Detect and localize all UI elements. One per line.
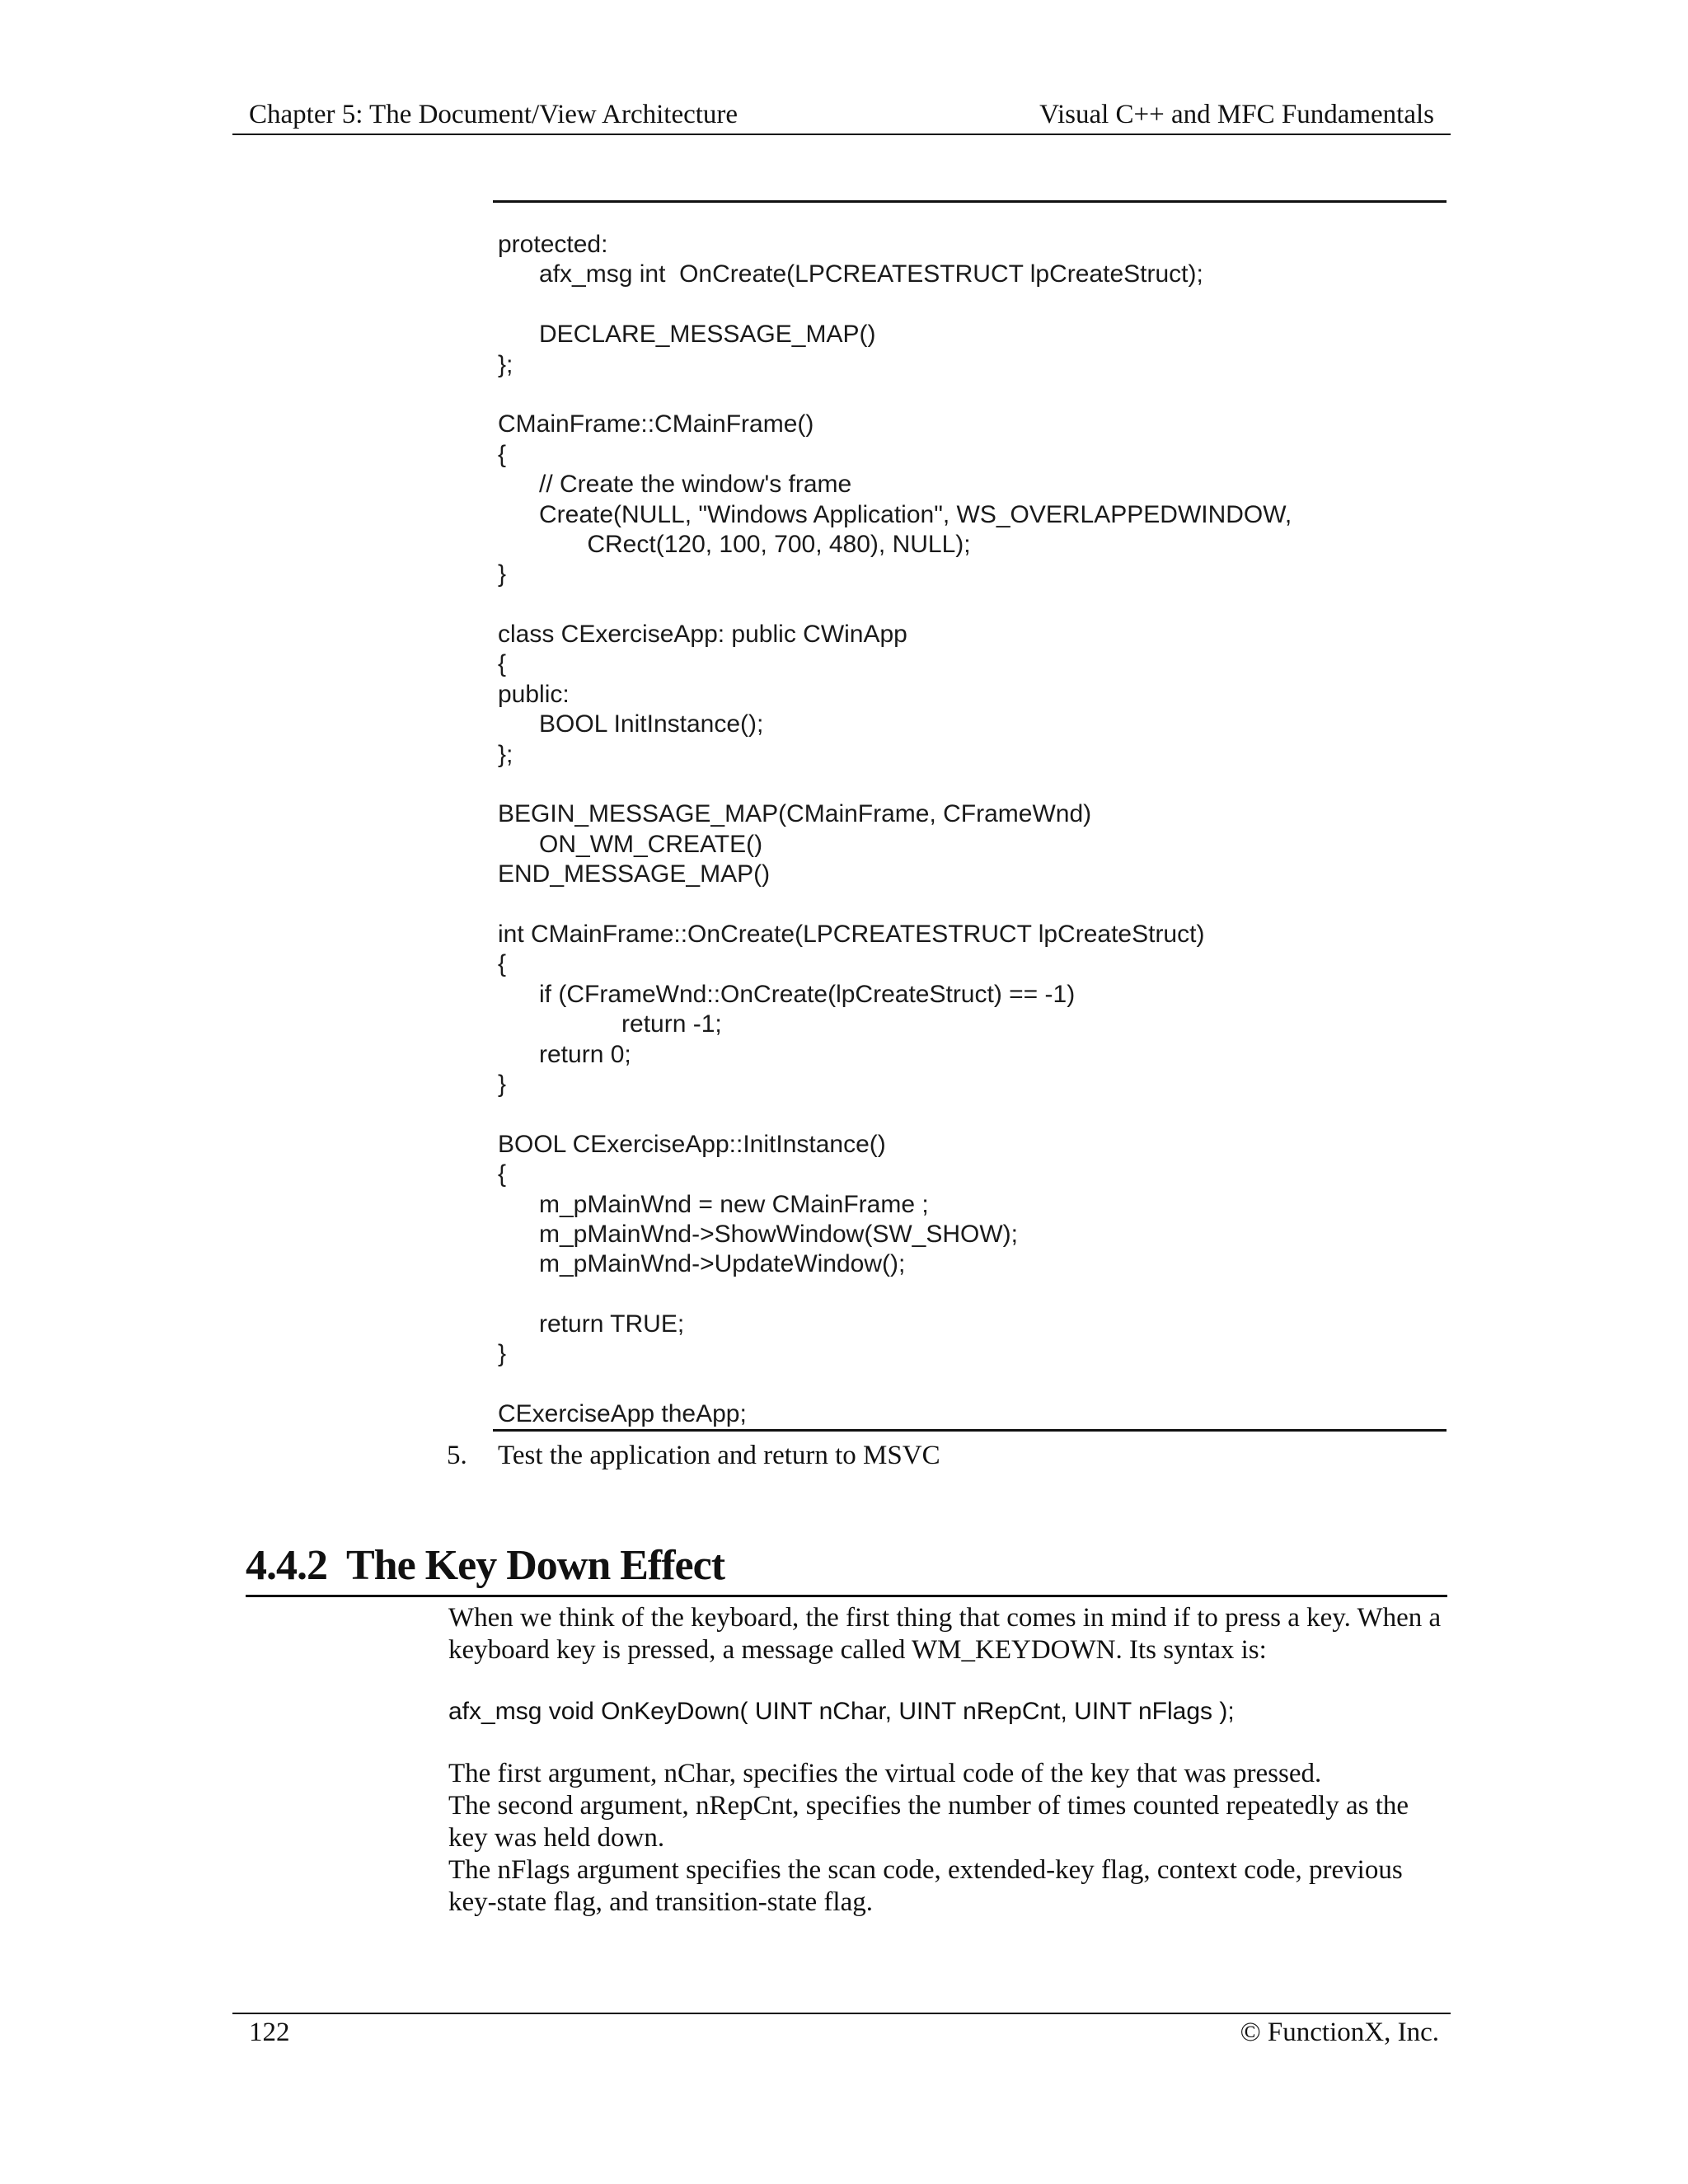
argument-description: The nFlags argument specifies the scan code, extended-key flag, context code, previous key-state flag, and transition-state flag. xyxy=(448,1855,1403,1917)
code-line: return -1; xyxy=(498,1010,722,1038)
code-line: }; xyxy=(498,740,513,768)
argument-description: The second argument, nRepCnt, specifies the number of times counted repeatedly as the key was held down. xyxy=(448,1791,1409,1853)
code-line: protected: xyxy=(498,231,608,258)
code-line: class CExerciseApp: public CWinApp xyxy=(498,621,907,649)
code-line: m_pMainWnd->ShowWindow(SW_SHOW); xyxy=(498,1220,1018,1248)
syntax-line: afx_msg void OnKeyDown( UINT nChar, UINT nRepCnt, UINT nFlags ); xyxy=(448,1698,1235,1725)
section-number: 4.4.2 xyxy=(246,1542,327,1589)
code-line: }; xyxy=(498,350,513,378)
page-number: 122 xyxy=(249,2018,290,2047)
step-text: Test the application and return to MSVC xyxy=(498,1441,940,1470)
code-line xyxy=(498,590,1446,620)
code-line xyxy=(498,890,1446,920)
code-line: afx_msg int OnCreate(LPCREATESTRUCT lpCreateStruct); xyxy=(498,260,1203,288)
code-line: { xyxy=(498,440,507,468)
code-line: if (CFrameWnd::OnCreate(lpCreateStruct) == -1) xyxy=(498,980,1076,1008)
code-line xyxy=(498,1099,1446,1129)
code-line: BOOL CExerciseApp::InitInstance() xyxy=(498,1130,886,1158)
code-line xyxy=(498,380,1446,410)
code-line: Create(NULL, "Windows Application", WS_OVERLAPPEDWINDOW, xyxy=(498,500,1292,528)
code-line: } xyxy=(498,560,507,588)
code-line: CRect(120, 100, 700, 480), NULL); xyxy=(498,530,971,558)
code-listing-top-rule xyxy=(493,200,1447,203)
code-line: CMainFrame::CMainFrame() xyxy=(498,410,814,438)
section-heading-rule xyxy=(246,1595,1447,1597)
footer-copyright: © FunctionX, Inc. xyxy=(1240,2018,1439,2047)
code-line: BEGIN_MESSAGE_MAP(CMainFrame, CFrameWnd) xyxy=(498,800,1092,828)
code-line: ON_WM_CREATE() xyxy=(498,830,763,858)
step-number: 5. xyxy=(447,1441,467,1470)
code-line: BOOL InitInstance(); xyxy=(498,710,764,738)
code-line: m_pMainWnd->UpdateWindow(); xyxy=(498,1250,906,1278)
code-line: return 0; xyxy=(498,1040,631,1068)
section-title: The Key Down Effect xyxy=(346,1542,725,1589)
footer-rule xyxy=(232,2013,1451,2014)
intro-paragraph: When we think of the keyboard, the first thing that comes in mind if to press a key. When a keyboard key is pressed, a message called WM_KEYDOWN. Its syntax is: xyxy=(448,1603,1442,1665)
code-line: { xyxy=(498,950,507,978)
code-line: CExerciseApp theApp; xyxy=(498,1400,747,1428)
code-line: DECLARE_MESSAGE_MAP() xyxy=(498,321,876,349)
header-book-title: Visual C++ and MFC Fundamentals xyxy=(1039,100,1434,129)
code-listing xyxy=(498,230,1446,1430)
code-line: return TRUE; xyxy=(498,1310,685,1338)
section-heading xyxy=(246,1541,1446,1590)
code-line: } xyxy=(498,1070,507,1098)
header-chapter-title: Chapter 5: The Document/View Architecture xyxy=(249,100,738,129)
code-line xyxy=(498,1280,1446,1310)
code-line xyxy=(498,1370,1446,1399)
code-listing-bottom-rule xyxy=(493,1429,1447,1432)
code-line: public: xyxy=(498,680,570,708)
code-line: int CMainFrame::OnCreate(LPCREATESTRUCT lpCreateStruct) xyxy=(498,920,1205,948)
running-header xyxy=(232,97,1451,135)
code-line: { xyxy=(498,1160,507,1188)
argument-descriptions xyxy=(448,1758,1447,1919)
code-line xyxy=(498,290,1446,320)
code-line xyxy=(498,770,1446,799)
argument-description: The first argument, nChar, specifies the virtual code of the key that was pressed. xyxy=(448,1759,1322,1788)
code-line: m_pMainWnd = new CMainFrame ; xyxy=(498,1190,929,1218)
code-line: } xyxy=(498,1340,507,1368)
code-line: { xyxy=(498,650,507,678)
code-line: END_MESSAGE_MAP() xyxy=(498,860,771,888)
code-line: // Create the window's frame xyxy=(498,471,852,499)
